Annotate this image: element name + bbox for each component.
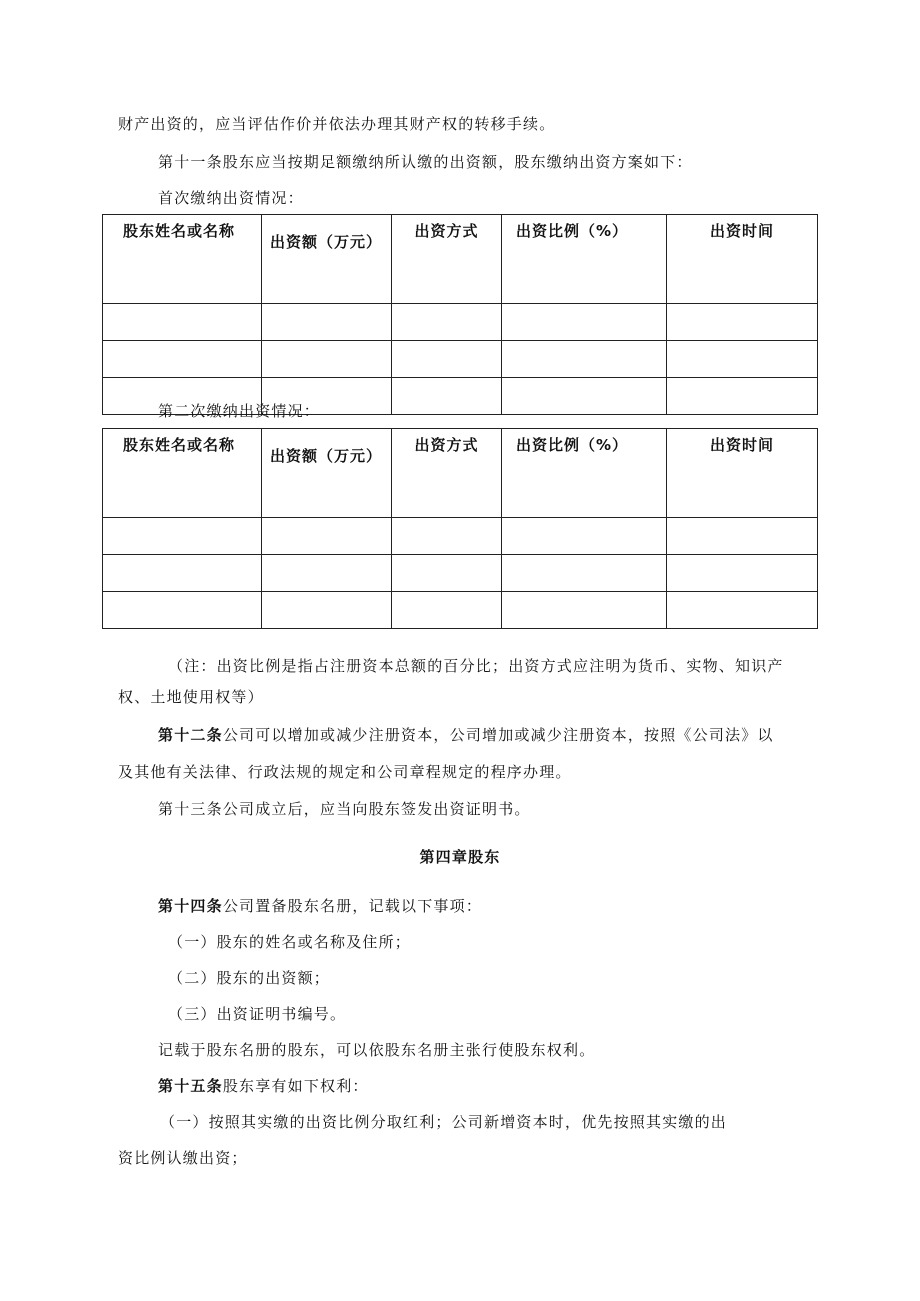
note-line-1: （注：出资比例是指占注册资本总额的百分比；出资方式应注明为货币、实物、知识产 bbox=[168, 657, 784, 675]
table-cell bbox=[392, 304, 502, 341]
article-11: 第十一条股东应当按期足额缴纳所认缴的出资额，股东缴纳出资方案如下： bbox=[158, 153, 693, 171]
header-contribution-ratio: 出资比例（%） bbox=[502, 215, 667, 304]
table-cell bbox=[667, 518, 818, 555]
header-shareholder-name: 股东姓名或名称 bbox=[103, 215, 262, 304]
article-14-text: 公司置备股东名册，记载以下事项： bbox=[222, 897, 483, 915]
table-header-row bbox=[103, 429, 818, 518]
table-cell bbox=[667, 304, 818, 341]
table-row bbox=[103, 518, 818, 555]
table-cell bbox=[262, 592, 392, 629]
table-cell bbox=[103, 555, 262, 592]
second-contribution-caption: 第二次缴纳出资情况： bbox=[158, 402, 321, 420]
table-row bbox=[103, 304, 818, 341]
table-cell bbox=[667, 341, 818, 378]
first-contribution-table bbox=[102, 214, 818, 415]
second-contribution-table bbox=[102, 428, 818, 629]
note-line-2: 权、土地使用权等） bbox=[118, 688, 264, 706]
header-contribution-time: 出资时间 bbox=[667, 215, 818, 304]
table-cell bbox=[502, 555, 667, 592]
table-cell bbox=[667, 555, 818, 592]
table-cell bbox=[392, 518, 502, 555]
header-contribution-amount: 出资额（万元） bbox=[262, 429, 392, 518]
header-contribution-amount: 出资额（万元） bbox=[262, 215, 392, 304]
article-12-text: 公司可以增加或减少注册资本，公司增加或减少注册资本，按照《公司法》以 bbox=[222, 726, 774, 744]
table-cell bbox=[502, 592, 667, 629]
table-cell bbox=[502, 518, 667, 555]
list-item: （二）股东的出资额； bbox=[168, 969, 331, 987]
table-cell bbox=[502, 304, 667, 341]
table-cell bbox=[667, 592, 818, 629]
header-contribution-time: 出资时间 bbox=[667, 429, 818, 518]
paragraph-asset-valuation: 财产出资的，应当评估作价并依法办理其财产权的转移手续。 bbox=[118, 115, 556, 133]
register-note: 记载于股东名册的股东，可以依股东名册主张行使股东权利。 bbox=[158, 1041, 596, 1059]
right-item-1-continued: 资比例认缴出资； bbox=[118, 1149, 248, 1167]
article-15-label: 第十五条 bbox=[158, 1077, 223, 1095]
table-cell bbox=[262, 555, 392, 592]
header-contribution-ratio: 出资比例（%） bbox=[502, 429, 667, 518]
table-cell bbox=[667, 378, 818, 415]
table-cell bbox=[103, 518, 262, 555]
chapter-heading: 第四章股东 bbox=[419, 848, 501, 866]
table-cell bbox=[262, 304, 392, 341]
article-14 bbox=[158, 895, 482, 917]
table-cell bbox=[262, 341, 392, 378]
table-header-row bbox=[103, 215, 818, 304]
list-item: （一）股东的姓名或名称及住所； bbox=[168, 933, 412, 951]
table-cell bbox=[103, 304, 262, 341]
table-cell bbox=[392, 592, 502, 629]
first-contribution-caption: 首次缴纳出资情况： bbox=[158, 189, 304, 207]
table-row bbox=[103, 341, 818, 378]
article-15-text: 股东享有如下权利： bbox=[222, 1077, 369, 1095]
table-row bbox=[103, 592, 818, 629]
header-contribution-method: 出资方式 bbox=[392, 215, 502, 304]
header-contribution-method: 出资方式 bbox=[392, 429, 502, 518]
article-14-label: 第十四条 bbox=[158, 897, 223, 915]
article-13: 第十三条公司成立后，应当向股东签发出资证明书。 bbox=[158, 800, 531, 818]
table-row bbox=[103, 555, 818, 592]
table-cell bbox=[502, 378, 667, 415]
table-cell bbox=[392, 378, 502, 415]
article-12-continued: 及其他有关法律、行政法规的规定和公司章程规定的程序办理。 bbox=[118, 763, 572, 781]
article-12 bbox=[158, 724, 774, 746]
table-cell bbox=[262, 518, 392, 555]
article-12-label: 第十二条 bbox=[158, 726, 223, 744]
table-cell bbox=[392, 555, 502, 592]
table-cell bbox=[502, 341, 667, 378]
table-cell bbox=[392, 341, 502, 378]
right-item-1: （一）按照其实缴的出资比例分取红利；公司新增资本时，优先按照其实缴的出 bbox=[160, 1113, 728, 1131]
table-cell bbox=[103, 592, 262, 629]
article-15 bbox=[158, 1075, 369, 1097]
header-shareholder-name: 股东姓名或名称 bbox=[103, 429, 262, 518]
list-item: （三）出资证明书编号。 bbox=[168, 1005, 347, 1023]
table-cell bbox=[103, 341, 262, 378]
